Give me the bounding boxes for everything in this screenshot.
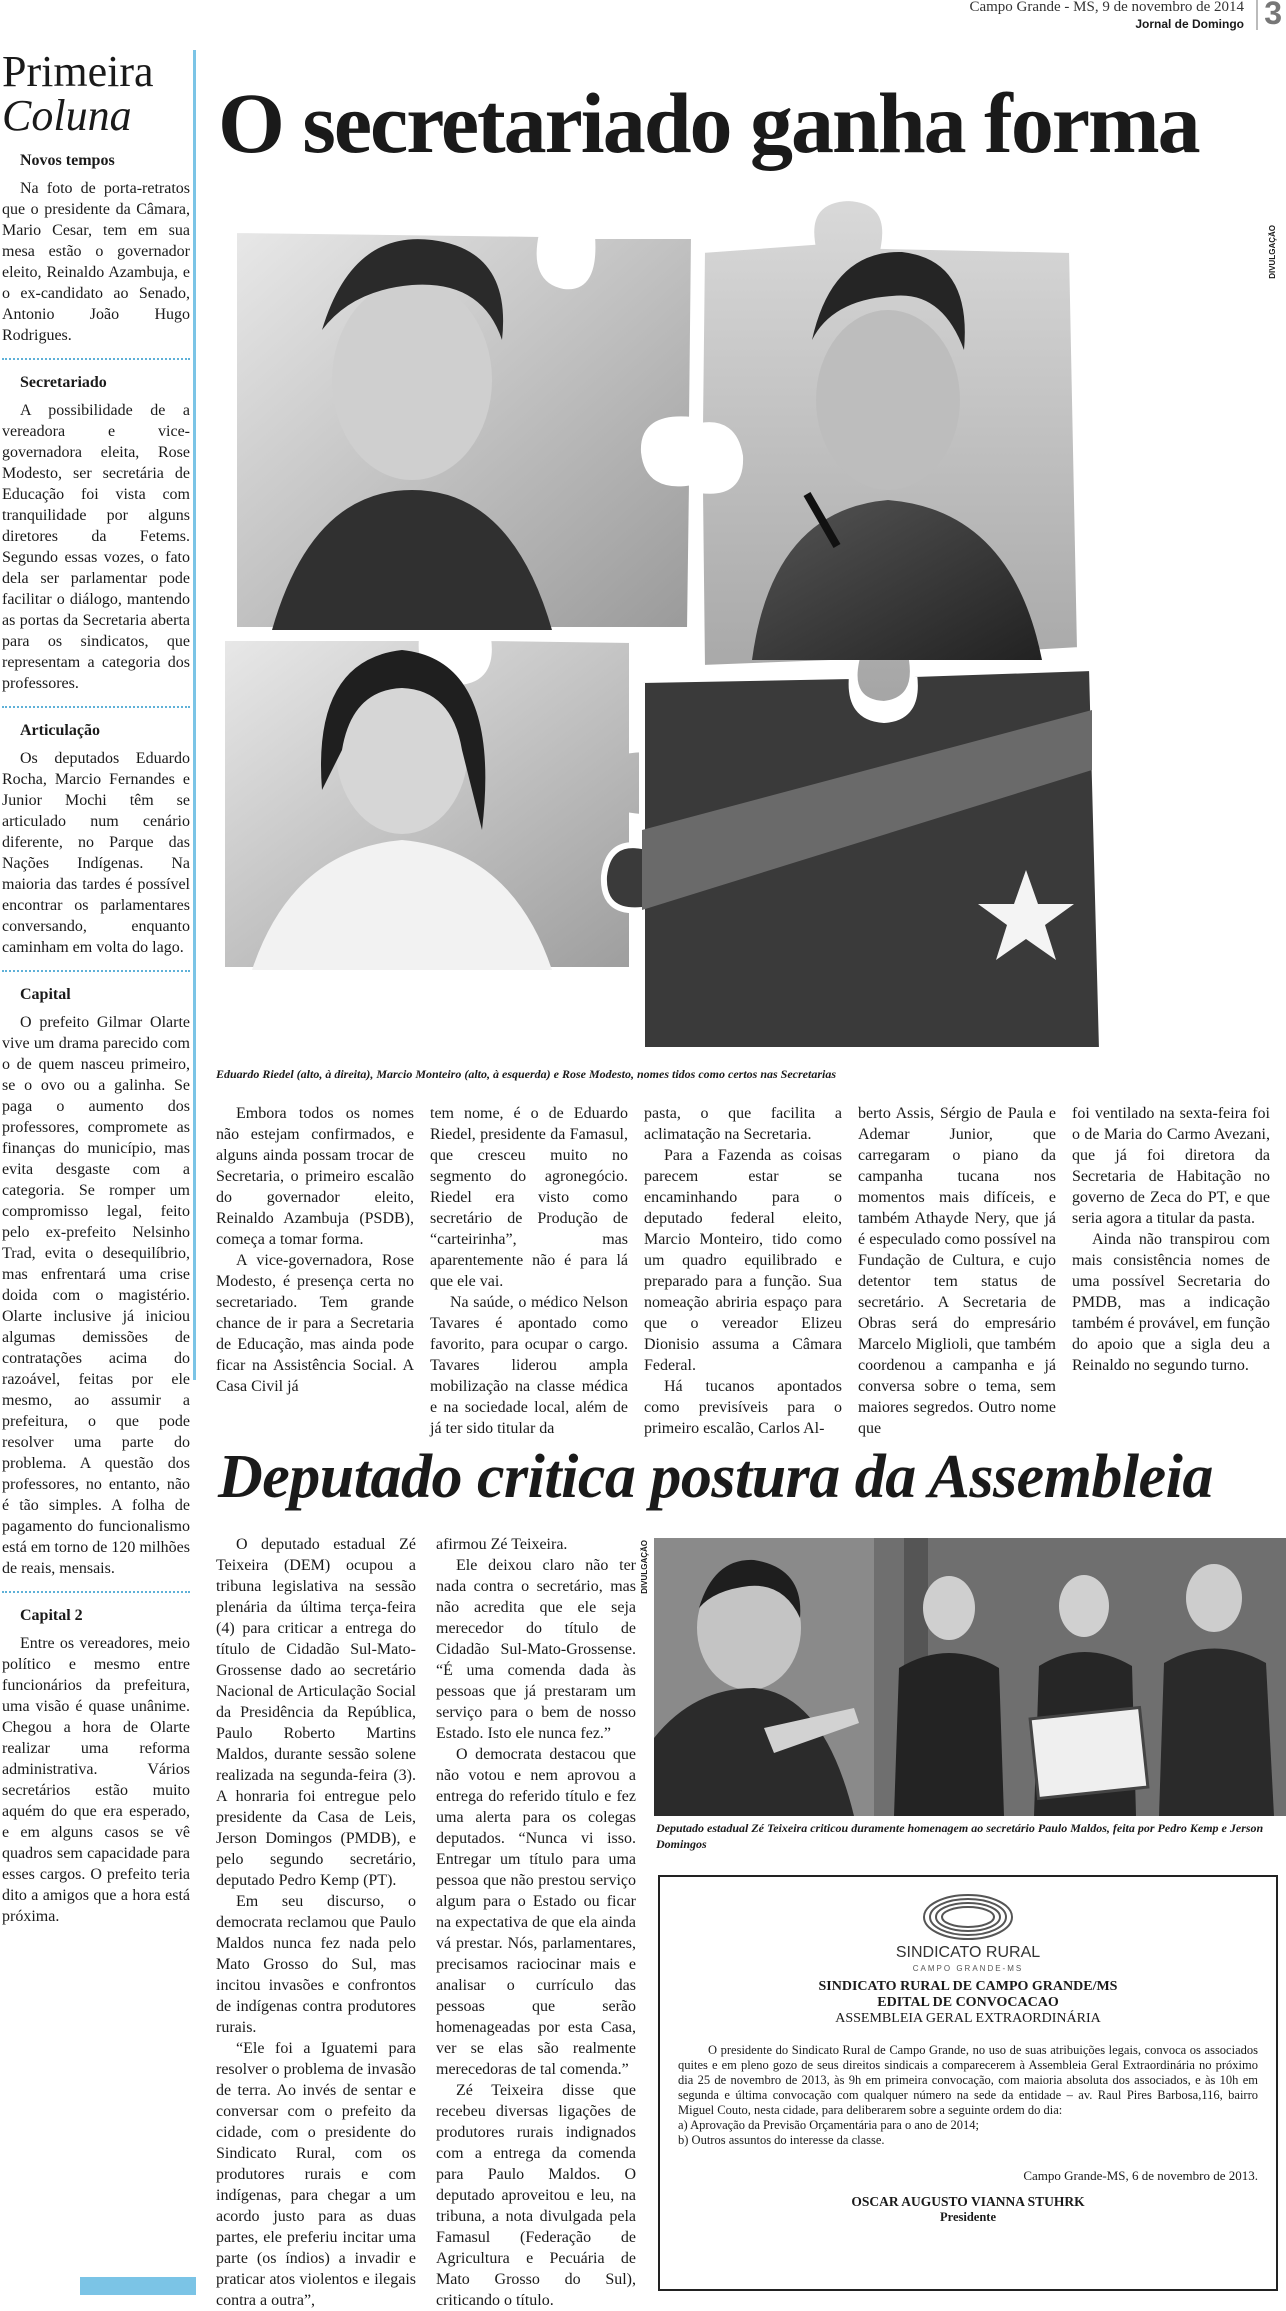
dateline: Campo Grande - MS, 9 de novembro de 2014 [969, 0, 1244, 15]
agenda-item: b) Outros assuntos do interesse da classe. [678, 2133, 885, 2147]
paragraph: Na saúde, o médico Nelson Tavares é apontado como favorito, para ocupar o cargo. Tavares liderou ampla mobilização na classe médica e na sociedade local, além de já ter sido titular da [430, 1294, 628, 1437]
column-footer-bar [80, 2277, 196, 2295]
paragraph: A vice-governadora, Rose Modesto, é presença certa no secretariado. Tem grande chance de ir para a Secretaria de Educação, mas ainda pode ficar na Assistência Social. A Casa Civil já [216, 1252, 414, 1395]
story1-caption: Eduardo Riedel (alto, à direita), Marcio Monteiro (alto, à esquerda) e Rose Modesto, nomes tidos como certos nas Secretarias [216, 1067, 836, 1081]
agenda-item: a) Aprovação da Previsão Orçamentária para o ano de 2014; [678, 2118, 979, 2132]
note-heading: Articulação [20, 722, 100, 739]
notice-title: SINDICATO RURAL DE CAMPO GRANDE/MS [818, 1979, 1118, 1994]
person-face [923, 1576, 975, 1640]
convocation-notice [658, 1875, 1278, 2291]
note-text: Na foto de porta-retratos que o presidente da Câmara, Mario Cesar, tem em sua mesa estão o governador eleito, Reinaldo Azambuja, e o ex-candidato ao Senado, Antonio João Hugo Rodrigues. [2, 180, 190, 344]
person-face [1186, 1564, 1242, 1632]
story1-headline: O secretariado ganha forma [218, 75, 1199, 171]
note-capital-2 [0, 1607, 196, 1927]
paragraph: berto Assis, Sérgio de Paula e Ademar Junior, que carregaram o piano da campanha tucana nos momentos mais difíceis, e também Athayde Nery, que já é especulado como possível na Fundação de Cultura, e cujo detentor tem status de secretário. A Secretaria de Obras será do empresário Marcelo Miglioli, que também coordenou a campanha e já conversa sobre o tema, sem maiores segredos. Outro nome que [858, 1105, 1056, 1437]
paragraph: Ainda não transpirou com mais consistência nomes de uma possível Secretaria do PMDB, mas a indicação também é provável, em função do apoio que a sigla deu a Reinaldo no segundo turno. [1072, 1231, 1270, 1374]
story1-body [216, 1103, 1286, 1439]
notice-body: O presidente do Sindicato Rural de Campo Grande, no uso de suas atribuições legais, convoca os associados quites e em pleno gozo de seus direitos sindicais a comparecerem à Assembleia Geral Extraordinária no próximo dia 25 de novembro de 2013, às 9h em primeira convocação, com maioria absoluta dos associados, e às 10h em segunda e última convocação com qualquer número na sede da entidade – av. Raul Pires Barbosa,116, bairro Miguel Couto, nesta cidade, para deliberarem sobre a seguinte ordem do dia: [678, 2043, 1258, 2117]
person-suit [894, 1653, 1004, 1816]
page-header [0, 0, 1286, 30]
story1-column [644, 1103, 842, 1439]
note-capital [0, 986, 196, 1579]
ceremony-photo [654, 1538, 1286, 1816]
paragraph: “Ele foi a Iguatemi para resolver o problema de invasão de terra. Ao invés de sentar e conversar com o prefeito da cidade, com o presidente do Sindicato Rural, com os produtores rurais e com indígenas, para chegar a um acordo justo para as duas partes, ele preferiu incitar uma parte (os índios) a invadir e praticar atos violentos e ilegais contra a outra”, [216, 2040, 416, 2309]
logo-text-line2: CAMPO GRANDE-MS [912, 1964, 1024, 1973]
story2-caption: Deputado estadual Zé Teixeira criticou duramente homenagem ao secretário Paulo Maldos, feita por Pedro Kemp e Jerson Domingos [656, 1821, 1264, 1851]
column-title-line1: Primeira [2, 47, 154, 96]
notice-agenda [678, 2118, 1258, 2148]
portrait-face [332, 280, 492, 480]
person-face [1059, 1575, 1109, 1637]
primeira-coluna [0, 47, 196, 2295]
sindicato-rural-logo [895, 1889, 1041, 1979]
note-text: Os deputados Eduardo Rocha, Marcio Fernandes e Junior Mochi têm se articulado num cenário diferente, no Parque das Nações Indígenas. Na maioria das tardes é possível encontrar os parlamentares conversando, enquanto caminham em volta do lago. [2, 750, 190, 956]
dotted-separator [2, 706, 190, 708]
certificate [1030, 1707, 1148, 1798]
note-text: Entre os vereadores, meio político e mesmo entre funcionários da prefeitura, uma visão é quase unânime. Chegou a hora de Olarte realizar uma reforma administrativa. Vários secretários estão muito aquém do que era esperado, e em alguns casos se vê quadros sem capacidade para esses cargos. O prefeito teria dito a amigos que a hora está próxima. [2, 1635, 190, 1925]
dotted-separator [2, 970, 190, 972]
notice-subtitle: EDITAL DE CONVOCACAO [877, 1995, 1059, 2010]
note-heading: Novos tempos [20, 152, 115, 169]
page-number: 3 [1256, 0, 1282, 30]
puzzle-photo-montage [212, 190, 1280, 1065]
note-articulacao [0, 722, 196, 958]
story1-column [858, 1103, 1056, 1439]
paragraph: pasta, o que facilita a aclimatação na Secretaria. [644, 1105, 842, 1143]
dotted-separator [2, 1591, 190, 1593]
person-suit [1159, 1649, 1274, 1817]
story2-column [436, 1534, 636, 2311]
notice-subtitle-2: ASSEMBLEIA GERAL EXTRAORDINÁRIA [835, 2011, 1101, 2026]
dotted-separator [2, 358, 190, 360]
notice-signatory: OSCAR AUGUSTO VIANNA STUHRK [851, 2194, 1085, 2209]
note-novos-tempos [0, 152, 196, 346]
paragraph: Ele deixou claro não ter nada contra o secretário, mas não acredita que ele seja merecedor do título de Cidadão Sul-Mato-Grossense. “É uma comenda dada às pessoas que já prestaram um serviço para o bem de nosso Estado. Isto ele nunca fez.” [436, 1557, 636, 1742]
paragraph: afirmou Zé Teixeira. [436, 1536, 568, 1553]
note-text: O prefeito Gilmar Olarte vive um drama parecido com o de quem nasceu primeiro, se o ovo ou a galinha. Se paga o aumento dos professores, compromete as finanças do município, mas evita desgaste com a categoria. Se romper um compromisso legal, feito pelo ex-prefeito Nelsinho Trad, evita o desequilíbrio, mas enfrentará uma crise doida com o magistério. Olarte inclusive já iniciou algumas demissões de contratações acima do razoável, feitas por ele mesmo, ao assumir a prefeitura, o que pode resolver uma parte do problema. A questão dos professores, no entanto, não é tão simples. A folha de pagamento do funcionalismo está em torno de 120 milhões de reais, mensais. [2, 1014, 190, 1577]
paragraph: O deputado estadual Zé Teixeira (DEM) ocupou a tribuna legislativa na sessão plenária da última terça-feira (4) para criticar a entrega do título de Cidadão Sul-Mato-Grossense dado ao secretário Nacional de Articulação Social da Presidência da República, Paulo Roberto Martins Maldos, durante sessão solene realizada na segunda-feira (3). A honraria foi entregue pelo presidente da Casa de Leis, Jerson Domingos (PMDB), e pelo segundo secretário, deputado Pedro Kemp (PT). [216, 1536, 416, 1889]
photo-credit: DIVULGAÇÃO [640, 1540, 649, 1594]
story1-column [430, 1103, 628, 1439]
story1-column [216, 1103, 414, 1439]
portrait-face [816, 310, 960, 490]
paragraph: O democrata destacou que não votou e nem aprovou a entrega do referido título e fez uma alerta para os colegas deputados. “Nunca vi isso. Entregar um título para uma pessoa que não prestou serviço algum para o Estado ou ficar na expectativa de que ela ainda vá prestar. Nós, parlamentares, precisamos raciocinar mais e analisar o currículo das pessoas que serão homenageadas por esta Casa, ver se elas são realmente merecedoras de tal comenda.” [436, 1746, 636, 2078]
story1-column [1072, 1103, 1270, 1439]
note-heading: Capital [20, 986, 71, 1003]
column-rule [193, 50, 196, 1380]
note-heading: Capital 2 [20, 1607, 83, 1624]
paragraph: Em seu discurso, o democrata reclamou que Paulo Maldos nunca fez nada pelo Mato Grosso do Sul, mas incitou invasões e confrontos de indígenas contra produtores rurais. [216, 1893, 416, 2036]
note-text: A possibilidade de a vereadora e vice-governadora eleita, Rose Modesto, ser secretária de Educação foi vista com tranquilidade por alguns diretores da Fetems. Segundo essas vozes, o fato dela ser parlamentar pode facilitar o diálogo, mantendo as portas da Secretaria aberta para os sindicatos, que representam a categoria dos professores. [2, 402, 190, 692]
notice-date: Campo Grande-MS, 6 de novembro de 2013. [1023, 2168, 1258, 2183]
notice-role: Presidente [939, 2210, 996, 2224]
paragraph: foi ventilado na sexta-feira foi o de Maria do Carmo Avezani, que já foi diretora da Secretaria de Habitação no governo de Zeca do PT, e que seria agora a titular da pasta. [1072, 1105, 1270, 1227]
story2-column [216, 1534, 416, 2311]
note-secretariado [0, 374, 196, 694]
column-title-line2: Coluna [2, 91, 132, 140]
photo-credit: DIVULGAÇÃO [1268, 225, 1277, 279]
story2-headline: Deputado critica postura da Assembleia [218, 1443, 1213, 1511]
logo-text-line1: SINDICATO RURAL [895, 1944, 1041, 1961]
paragraph: Para a Fazenda as coisas parecem estar se encaminhando para o deputado federal eleito, Marcio Monteiro, tido como um quadro equilibrado e preparado para a função. Sua nomeação abriria espaço para que o vereador Elizeu Dionisio assuma a Câmara Federal. [644, 1147, 842, 1374]
story2-body [216, 1534, 636, 2311]
paragraph: Zé Teixeira disse que recebeu diversas ligações de produtores rurais indignados com a entrega da comenda para Paulo Maldos. O deputado aproveitou e leu, na tribuna, a nota divulgada pela Famasul (Federação de Agricultura e Pecuária de Mato Grosso do Sul), criticando o título. [436, 2082, 636, 2309]
note-heading: Secretariado [20, 374, 107, 391]
paragraph: Embora todos os nomes não estejam confirmados, e alguns ainda possam trocar de Secretaria, o primeiro escalão do governador eleito, Reinaldo Azambuja (PSDB), começa a tomar forma. [216, 1105, 414, 1248]
column-title [0, 47, 196, 140]
paragraph: Há tucanos apontados como previsíveis para o primeiro escalão, Carlos Al- [644, 1378, 842, 1437]
newspaper-name: Jornal de Domingo [1135, 17, 1244, 31]
paragraph: tem nome, é o de Eduardo Riedel, presidente da Famasul, que cresceu muito no segmento do agronegócio. Riedel era visto como secretário de Produção de “carteirinha”, mas aparentemente não é para lá que ele vai. [430, 1105, 628, 1290]
